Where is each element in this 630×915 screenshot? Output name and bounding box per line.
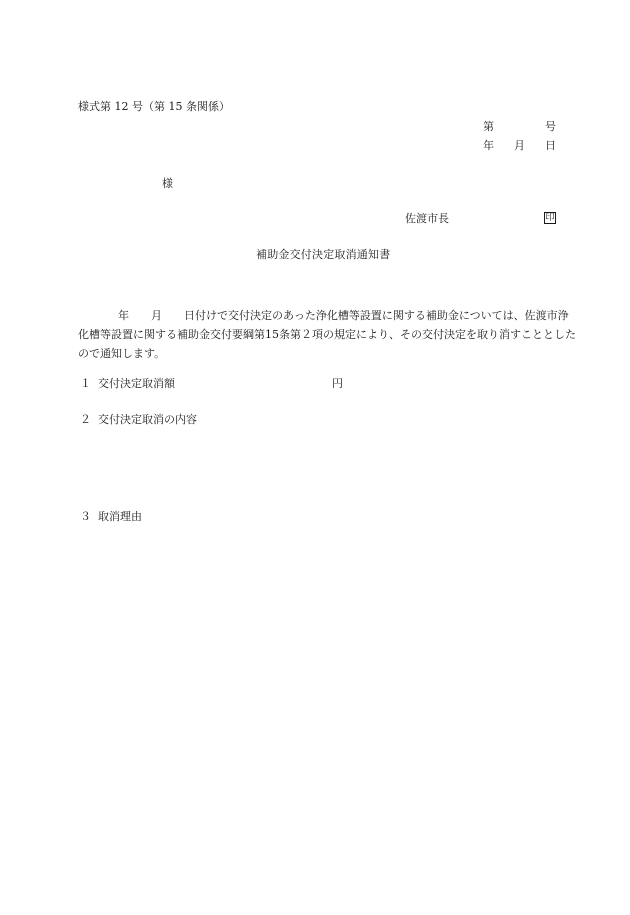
item-2-label: 交付決定取消の内容 <box>98 413 197 426</box>
doc-number-prefix: 第 <box>483 120 494 133</box>
doc-number-suffix: 号 <box>545 120 556 133</box>
body-line-3: ので通知します。 <box>78 347 166 360</box>
sender-title: 佐渡市長 <box>405 212 449 225</box>
body-paragraph <box>78 306 576 363</box>
date-month-label: 月 <box>514 139 525 152</box>
item-1-label: 交付決定取消額 <box>98 377 175 390</box>
body-line-1-rest: 日付けで交付決定のあった浄化槽等設置に関する補助金については、佐渡市浄 <box>184 309 569 322</box>
item-3-number: ３ <box>80 510 91 523</box>
body-month-label: 月 <box>151 309 162 322</box>
item-1-unit: 円 <box>332 377 343 390</box>
item-1-number: １ <box>80 377 91 390</box>
item-3-label: 取消理由 <box>98 510 142 523</box>
body-line-1 <box>78 306 569 325</box>
body-line-2: 化槽等設置に関する補助金交付要綱第15条第２項の規定により、その交付決定を取り消すこととした <box>78 328 576 341</box>
date-year-label: 年 <box>483 139 494 152</box>
form-number: 様式第 12 号（第 15 条関係） <box>78 100 230 113</box>
date-day-label: 日 <box>545 139 556 152</box>
document-title: 補助金交付決定取消通知書 <box>256 248 391 261</box>
addressee-honorific: 様 <box>162 177 173 190</box>
item-2-number: ２ <box>80 413 91 426</box>
body-year-label: 年 <box>118 309 129 322</box>
seal-mark: 印 <box>545 212 555 223</box>
